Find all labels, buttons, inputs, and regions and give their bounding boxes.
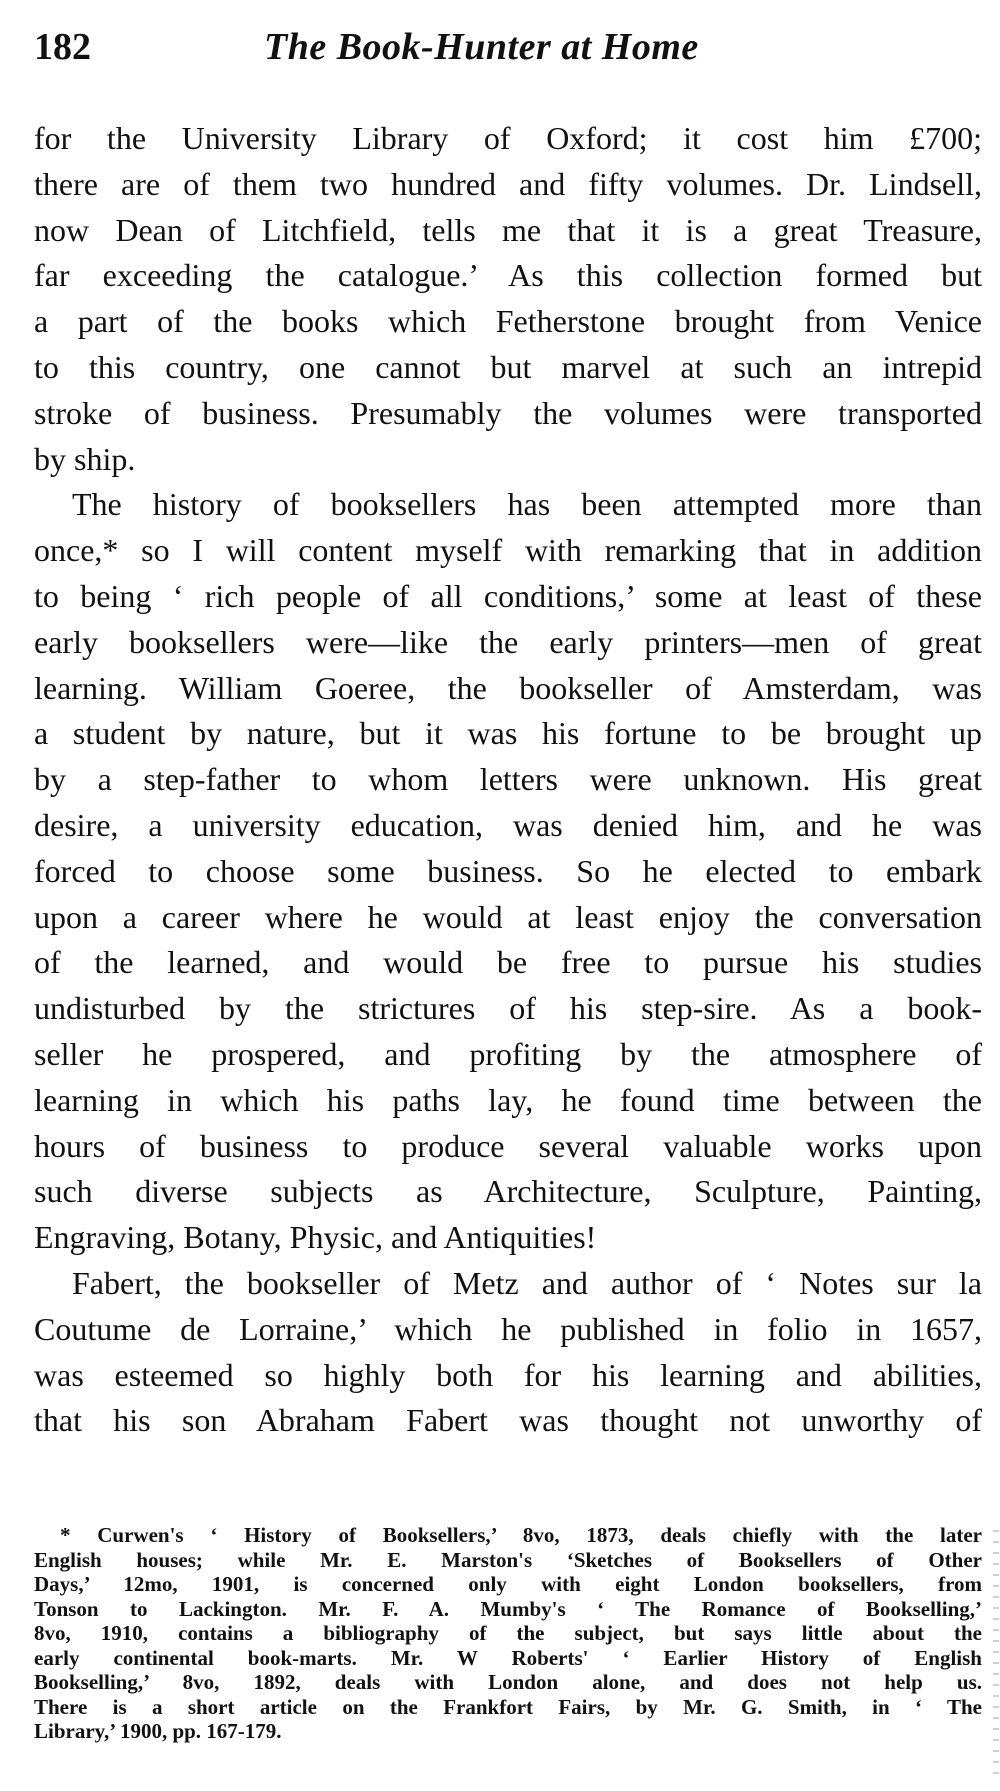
footnote-line: There is a short article on the Frankfort Fairs, by Mr. G. Smith, in ‘ The: [34, 1694, 982, 1719]
footnote-line: early continental book-marts. Mr. W Roberts' ‘ Earlier History of English: [34, 1645, 982, 1670]
body-line: such diverse subjects as Architecture, Sculpture, Painting,: [34, 1173, 982, 1210]
footnote-line: Days,’ 12mo, 1901, is concerned only with eight London booksellers, from: [34, 1572, 982, 1596]
page-number: 182: [34, 26, 91, 68]
body-line: for the University Library of Oxford; it cost him £700;: [34, 120, 982, 156]
footnote-line: Library,’ 1900, pp. 167-179.: [34, 1719, 282, 1743]
footnote-line: Bookselling,’ 8vo, 1892, deals with London alone, and does not help us.: [34, 1670, 982, 1694]
body-line: stroke of business. Presumably the volumes were transported: [34, 394, 982, 431]
body-line: early booksellers were—like the early printers—men of great: [34, 623, 982, 660]
body-line: to this country, one cannot but marvel at such an intrepid: [34, 348, 982, 385]
body-line: far exceeding the catalogue.’ As this collection formed but: [34, 257, 982, 294]
body-line: forced to choose some business. So he elected to embark: [34, 852, 982, 889]
body-line: of the learned, and would be free to pursue his studies: [34, 944, 982, 981]
body-line: seller he prospered, and profiting by the atmosphere of: [34, 1035, 982, 1072]
footnote-line: * Curwen's ‘ History of Booksellers,’ 8vo, 1873, deals chiefly with the later: [60, 1523, 982, 1547]
body-line: by a step-father to whom letters were unknown. His great: [34, 761, 982, 798]
running-head: [34, 22, 986, 72]
running-title: The Book-Hunter at Home: [264, 26, 699, 68]
body-line: that his son Abraham Fabert was thought not unworthy of: [34, 1402, 982, 1439]
body-line: a student by nature, but it was his fortune to be brought up: [34, 715, 982, 752]
body-text: [34, 116, 982, 1444]
scan-edge-marks: [993, 1530, 999, 1780]
body-line: a part of the books which Fetherstone brought from Venice: [34, 303, 982, 340]
paragraph-start-line: The history of booksellers has been attempted more than: [72, 486, 982, 523]
body-line: now Dean of Litchfield, tells me that it is a great Treasure,: [34, 211, 982, 248]
footnote: [34, 1523, 982, 1744]
body-line: learning. William Goeree, the bookseller of Amsterdam, was: [34, 669, 982, 706]
footnote-line: English houses; while Mr. E. Marston's ‘Sketches of Booksellers of Other: [34, 1547, 982, 1572]
footnote-line: Tonson to Lackington. Mr. F. A. Mumby's ‘ The Romance of Bookselling,’: [34, 1596, 982, 1621]
body-line: upon a career where he would at least enjoy the conversation: [34, 898, 982, 935]
body-line: undisturbed by the strictures of his step-sire. As a book-: [34, 990, 982, 1027]
body-line: by ship.: [34, 440, 136, 477]
body-line: hours of business to produce several valuable works upon: [34, 1127, 982, 1164]
body-line: learning in which his paths lay, he found time between the: [34, 1081, 982, 1118]
paragraph-start-line: Fabert, the bookseller of Metz and author of ‘ Notes sur la: [72, 1264, 982, 1301]
body-line: Coutume de Lorraine,’ which he published in folio in 1657,: [34, 1310, 982, 1347]
footnote-line: 8vo, 1910, contains a bibliography of the subject, but says little about the: [34, 1621, 982, 1645]
body-line: to being ‘ rich people of all conditions,’ some at least of these: [34, 577, 982, 614]
body-line: desire, a university education, was denied him, and he was: [34, 806, 982, 843]
body-line: there are of them two hundred and fifty volumes. Dr. Lindsell,: [34, 165, 982, 202]
body-line: Engraving, Botany, Physic, and Antiquities!: [34, 1219, 597, 1256]
body-line: was esteemed so highly both for his learning and abilities,: [34, 1356, 982, 1393]
body-line: once,* so I will content myself with remarking that in addition: [34, 532, 982, 569]
